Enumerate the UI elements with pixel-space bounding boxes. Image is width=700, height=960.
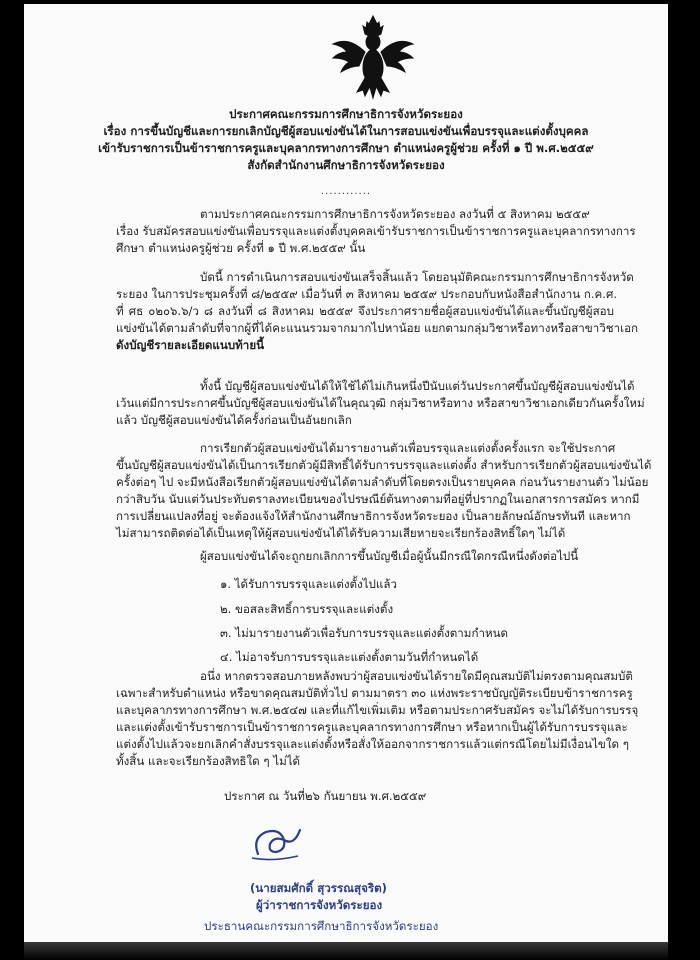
paragraph-line: ที่ ศธ ๐๒๐๖.๖/ว ๘ ลงวันที่ ๘ สิงหาคม ๒๕๕๙ จึงประกาศรายชื่อผู้สอบแข่งขันได้และขึ้นบัญชีผู้สอบ <box>116 304 614 318</box>
paragraph-line: ผู้สอบแข่งขันได้จะถูกยกเลิกการขึ้นบัญชีเมื่อผู้นั้นมีกรณีใดกรณีหนึ่งดังต่อไปนี้ <box>200 549 579 563</box>
subject-line: สังกัดสำนักงานศึกษาธิการจังหวัดระยอง <box>247 158 445 172</box>
garuda-emblem-icon <box>329 12 417 102</box>
list-item: ๒. ขอสละสิทธิ์การบรรจุและแต่งตั้ง <box>220 602 394 616</box>
title-separator: ............ <box>320 186 372 197</box>
paragraph-line: ไม่สามารถติดต่อได้เป็นเหตุให้ผู้สอบแข่งขันได้ได้รับความเสียหายจะเรียกร้องสิทธิ์ใดๆ ไม่ได้ <box>116 526 566 540</box>
paragraph-line: ครั้งต่อๆ ไป จะมีหนังสือเรียกตัวผู้สอบแข่งขันได้ตามลำดับที่โดยตรงเป็นรายบุคคล ก่อนวันรายงานตัว ไม่น้อย <box>116 475 649 489</box>
reference-line: เรื่อง รับสมัครสอบแข่งขันเพื่อบรรจุและแต่งตั้งบุคคลเข้ารับราชการเป็นข้าราชการครูและบุคลากรทางการ <box>116 224 636 238</box>
document-page <box>24 4 668 942</box>
reference-line: ตามประกาศคณะกรรมการศึกษาธิการจังหวัดระยอง ลงวันที่ ๕ สิงหาคม ๒๕๕๙ <box>200 207 590 221</box>
subject-line: เรื่อง การขึ้นบัญชีและการยกเลิกบัญชีผู้สอบแข่งขันได้ในการสอบแข่งขันเพื่อบรรจุและแต่งตั้งบุคคล <box>103 124 589 138</box>
paragraph-line: แข่งขันได้ตามลำดับที่จากผู้ที่ได้คะแนนรวมจากมากไปหาน้อย แยกตามกลุ่มวิชาหรือทางหรือสาขาวิชาเอก <box>116 321 639 335</box>
paragraph-line: ทั้งนี้ บัญชีผู้สอบแข่งขันได้ให้ใช้ได้ไม่เกินหนึ่งปีนับแต่วันประกาศขึ้นบัญชีผู้สอบแข่งขันได้ <box>200 379 635 393</box>
reference-line: ศึกษา ตำแหน่งครูผู้ช่วย ครั้งที่ ๑ ปี พ.ศ.๒๕๕๙ นั้น <box>116 241 366 255</box>
paragraph-line: ดังบัญชีรายละเอียดแนบท้ายนี้ <box>116 338 265 352</box>
signatory-name: (นายสมศักดิ์ สุวรรณสุจริต) <box>250 881 387 895</box>
paragraph-line: ทั้งสิ้น และจะเรียกร้องสิทธิใด ๆ ไม่ได้ <box>116 754 301 768</box>
list-item: ๑. ได้รับการบรรจุและแต่งตั้งไปแล้ว <box>220 577 397 591</box>
paragraph-line: บัดนี้ การดำเนินการสอบแข่งขันเสร็จสิ้นแล้ว โดยอนุมัติคณะกรรมการศึกษาธิการจังหวัด <box>200 270 634 284</box>
signatory-role: ประธานคณะกรรมการศึกษาธิการจังหวัดระยอง <box>204 919 439 933</box>
signatory-position: ผู้ว่าราชการจังหวัดระยอง <box>256 898 383 912</box>
paragraph-line: และแต่งตั้งเข้ารับราชการเป็นข้าราชการครูและบุคลากรทางการศึกษา หรือหากเป็นผู้ได้รับการบรรจุและ <box>116 720 628 734</box>
paragraph-line: แล้ว บัญชีผู้สอบแข่งขันได้ครั้งก่อนเป็นอันยกเลิก <box>116 413 352 427</box>
paragraph-line: อนึ่ง หากตรวจสอบภายหลังพบว่าผู้สอบแข่งขันได้รายใดมีคุณสมบัติไม่ตรงตามคุณสมบัติ <box>200 669 633 683</box>
paragraph-line: เว้นแต่มีการประกาศขึ้นบัญชีผู้สอบแข่งขันได้ในคุณวุฒิ กลุ่มวิชาหรือทาง หรือสาขาวิชาเอกเดียวกันครั้งใหม่ <box>116 396 645 410</box>
signature-mark <box>248 824 304 862</box>
announcement-title: ประกาศคณะกรรมการศึกษาธิการจังหวัดระยอง <box>229 107 463 121</box>
paragraph-line: การเรียกตัวผู้สอบแข่งขันได้มารายงานตัวเพื่อบรรจุและแต่งตั้งครั้งแรก จะใช้ประกาศ <box>200 441 616 455</box>
page-bottom-shadow <box>24 942 668 960</box>
paragraph-line: เฉพาะสำหรับตำแหน่ง หรือขาดคุณสมบัติทั่วไป ตามมาตรา ๓๐ แห่งพระราชบัญญัติระเบียบข้าราชการครู <box>116 686 633 700</box>
list-item: ๔. ไม่อาจรับการบรรจุและแต่งตั้งตามวันที่กำหนดได้ <box>220 650 479 664</box>
paragraph-line: ระยอง ในการประชุมครั้งที่ ๘/๒๕๕๙ เมื่อวันที่ ๓ สิงหาคม ๒๕๕๙ ประกอบกับหนังสือสำนักงาน ก.ค.ศ. <box>116 287 618 301</box>
paragraph-line: การเปลี่ยนแปลงที่อยู่ จะต้องแจ้งให้สำนักงานศึกษาธิการจังหวัดระยอง เป็นลายลักษณ์อักษรทันที และหาก <box>116 509 631 523</box>
paragraph-line: ขึ้นบัญชีผู้สอบแข่งขันได้เป็นการเรียกตัวผู้มีสิทธิ์ได้รับการบรรจุและแต่งตั้ง สำหรับการเรียกตัวผู้สอบแข่งขันได้ <box>116 458 652 472</box>
announce-date: ประกาศ ณ วันที่๒๖ กันยายน พ.ศ.๒๕๕๙ <box>224 789 427 803</box>
list-item: ๓. ไม่มารายงานตัวเพื่อรับการบรรจุและแต่งตั้งตามกำหนด <box>220 626 509 640</box>
paragraph-line: และบุคลากรทางการศึกษา พ.ศ.๒๕๔๗ และที่แก้ไขเพิ่มเติม หรือตามประกาศรับสมัคร จะไม่ได้รับการบรรจุ <box>116 703 639 717</box>
paragraph-line: แต่งตั้งไปแล้วจะยกเลิกคำสั่งบรรจุและแต่งตั้งหรือสั่งให้ออกจากราชการแล้วแต่กรณีโดยไม่มีเงื่อนไขใด ๆ <box>116 737 629 751</box>
subject-line: เข้ารับราชการเป็นข้าราชการครูและบุคลากรทางการศึกษา ตำแหน่งครูผู้ช่วย ครั้งที่ ๑ ปี พ.ศ.๒๕๕๙ <box>98 141 594 155</box>
paragraph-line: กว่าสิบวัน นับแต่วันประทับตราลงทะเบียนของไปรษณีย์ต้นทางตามที่อยู่ที่ปรากฏในเอกสารการสมัคร หากมี <box>116 492 640 506</box>
